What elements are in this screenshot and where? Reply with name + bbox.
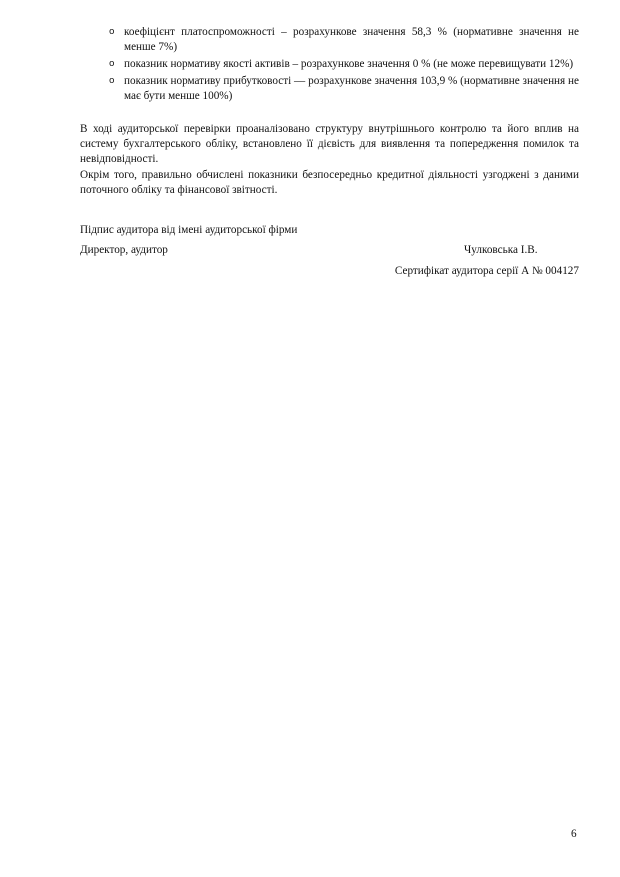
bullet-circle-icon: o — [109, 59, 115, 69]
list-item-text: показник нормативу якості активів – розрахункове значення 0 % (не може перевищувати 12%) — [124, 58, 574, 70]
paragraph-credit-indicators: Окрім того, правильно обчислені показники безпосередньо кредитної діяльності узгоджені з даними поточного обліку та фінансової звітності. — [80, 169, 579, 196]
list-item-asset-quality — [107, 57, 579, 72]
list-item-text: показник нормативу прибутковості — розрахункове значення 103,9 % (нормативне значення не має бути менше 100%) — [124, 75, 579, 102]
signature-label: Підпис аудитора від імені аудиторської фірми — [80, 224, 298, 236]
signer-name: Чулковська І.В. — [464, 244, 538, 256]
paragraph-internal-control: В ході аудиторської перевірки проаналізовано структуру внутрішнього контролю та його вплив на систему бухгалтерського обліку, встановлено її дієвість для виявлення та попередження помилок та невідповідності. — [80, 123, 579, 165]
ratio-list — [107, 25, 579, 106]
bullet-circle-icon: o — [109, 27, 115, 37]
list-item-solvency-ratio — [107, 25, 579, 55]
page-number: 6 — [571, 828, 577, 840]
bullet-circle-icon: o — [109, 76, 115, 86]
list-item-text: коефіцієнт платоспроможності – розрахункове значення 58,3 % (нормативне значення не менше 7%) — [124, 26, 579, 53]
list-item-profitability — [107, 74, 579, 104]
auditor-certificate: Сертифікат аудитора серії А № 004127 — [394, 265, 579, 277]
signer-role: Директор, аудитор — [80, 244, 168, 256]
